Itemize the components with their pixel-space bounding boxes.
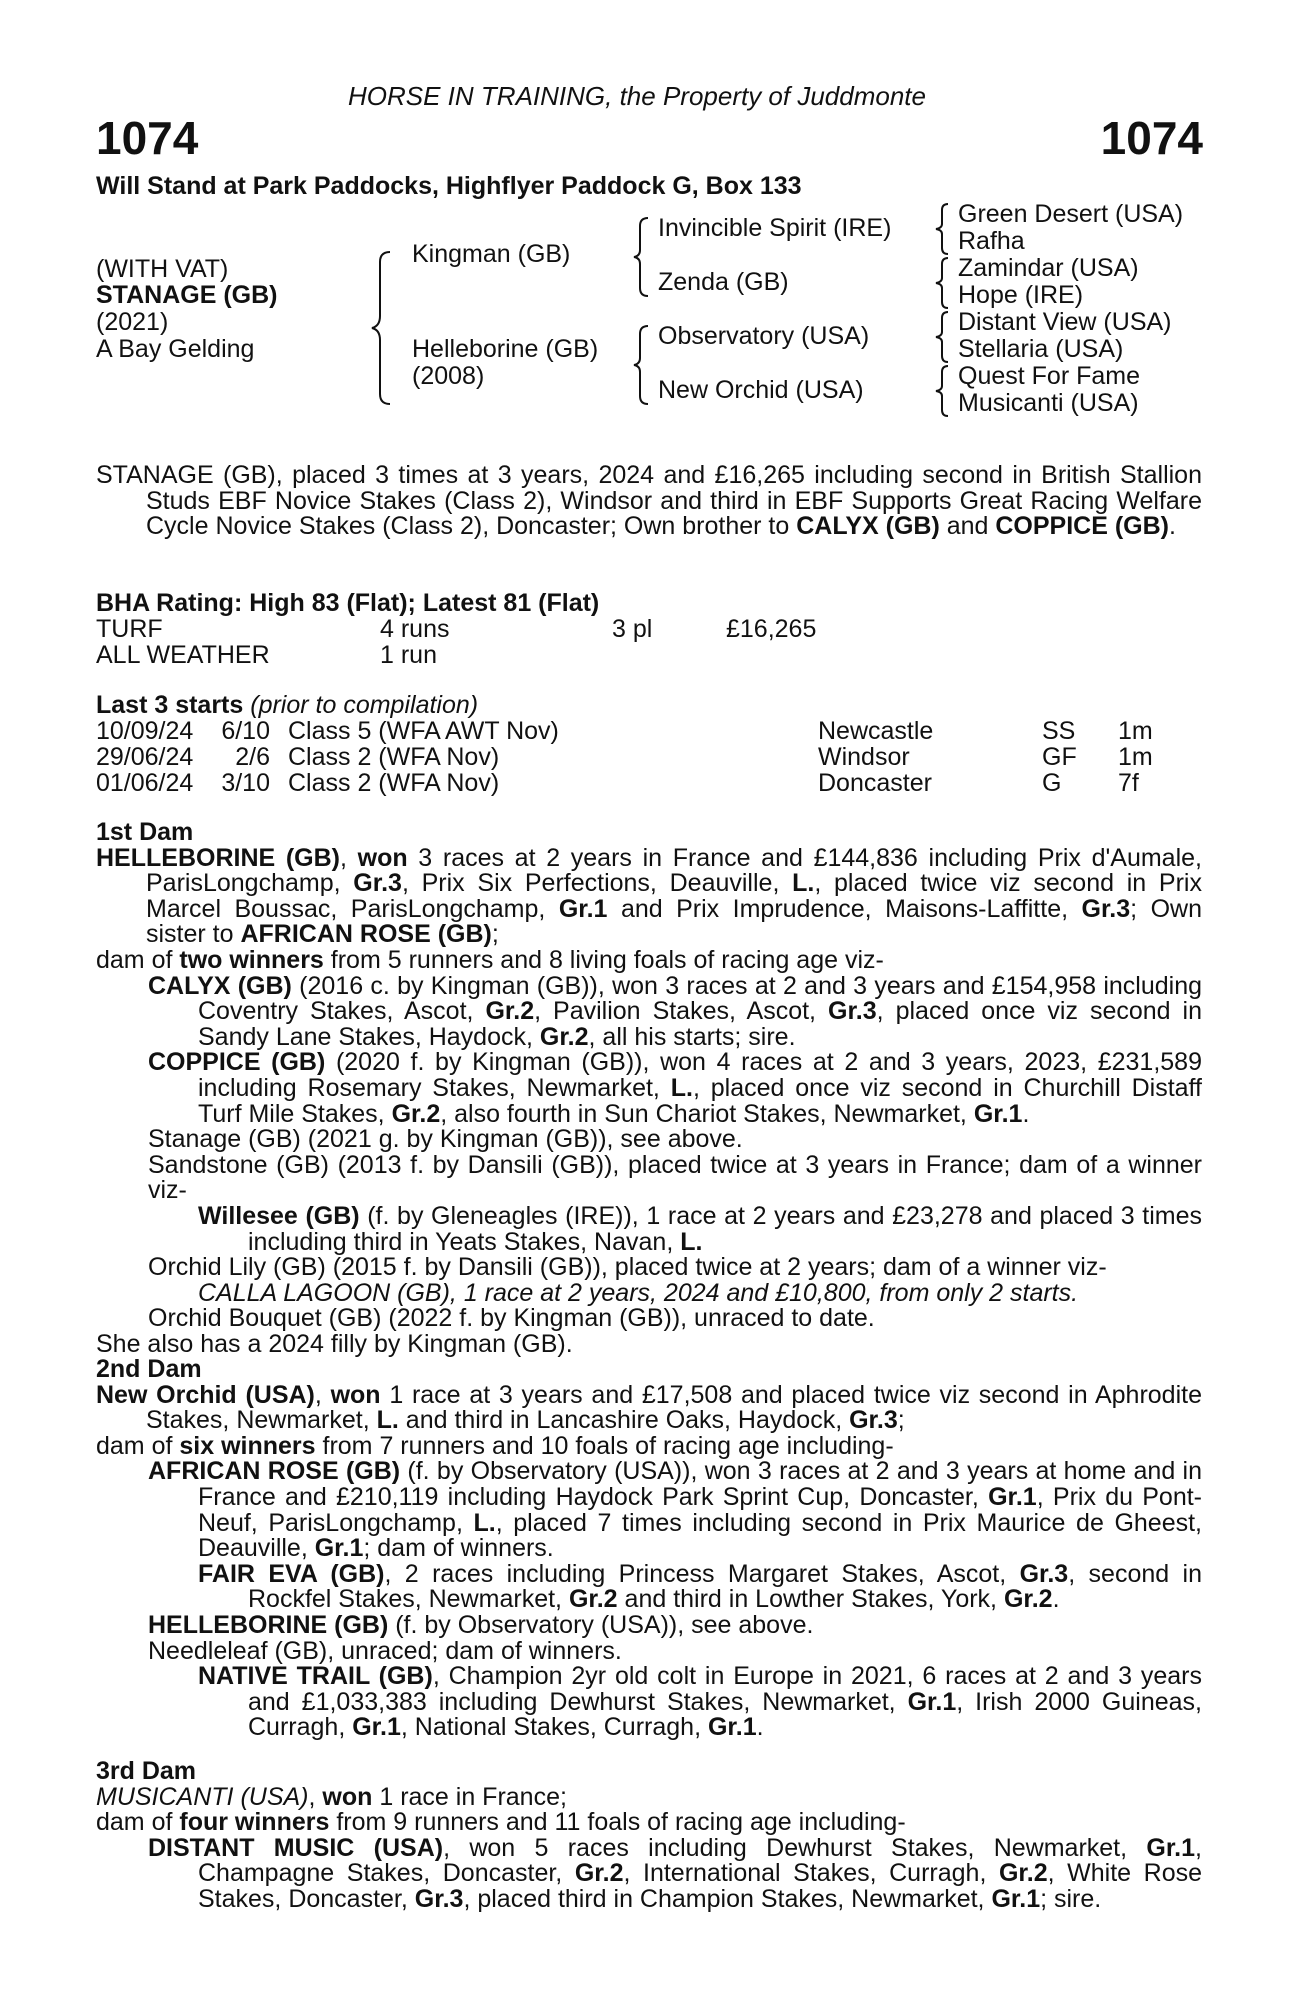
start-going: G bbox=[1042, 769, 1062, 797]
pedigree-brace-dd bbox=[932, 362, 954, 420]
stand-location: Will Stand at Park Paddocks, Highflyer Paddock G, Box 133 bbox=[96, 172, 802, 200]
second-dam-heading: 2nd Dam bbox=[96, 1355, 202, 1383]
start-pos: 3/10 bbox=[221, 769, 270, 797]
pedigree-sds: Zamindar (USA) bbox=[958, 254, 1139, 282]
pedigree-brace-sire bbox=[630, 214, 654, 300]
start-dist: 1m bbox=[1118, 717, 1153, 745]
pedigree-sd: Zenda (GB) bbox=[658, 268, 789, 296]
third-dam-section: 3rd Dam MUSICANTI (USA), won 1 race in France; dam of four winners from 9 runners and 11 foals of racing age including- DISTANT MUSIC (USA), won 5 races including Dewhurst Stakes, Newmarket, Gr.1, Champagne Stakes, Doncaster, Gr.2, International Stakes, Curragh, Gr.2, White Rose Stakes, Doncaster, Gr.3, placed third in Champion Stakes, Newmarket, Gr.1; sire. bbox=[96, 1757, 1203, 1913]
pedigree-dam: Helleborine (GB) bbox=[412, 335, 599, 363]
start-pos: 2/6 bbox=[235, 743, 270, 771]
bha-rating: BHA Rating: High 83 (Flat); Latest 81 (Flat) bbox=[96, 589, 600, 617]
horse-summary: STANAGE (GB), placed 3 times at 3 years, 2024 and £16,265 including second in British Stallion Studs EBF Novice Stakes (Class 2), Windsor and third in EBF Supports Great Racing Welfare Cycle Novice Stakes (Class 2), Doncaster; Own brother to CALYX (GB) and COPPICE (GB). bbox=[96, 461, 1202, 541]
pedigree-brace-ds bbox=[932, 308, 954, 366]
lot-number-left: 1074 bbox=[96, 112, 199, 164]
start-date: 29/06/24 bbox=[96, 743, 194, 771]
vat-note: (WITH VAT) bbox=[96, 255, 229, 283]
pedigree-dd: New Orchid (USA) bbox=[658, 376, 864, 404]
aw-label: ALL WEATHER bbox=[96, 641, 270, 669]
turf-runs: 4 runs bbox=[380, 615, 450, 643]
horse-name: STANAGE (GB) bbox=[96, 281, 278, 309]
start-pos: 6/10 bbox=[221, 717, 270, 745]
pedigree-ds: Observatory (USA) bbox=[658, 322, 870, 350]
first-dam-section: 1st Dam HELLEBORINE (GB), won 3 races at 2 years in France and £144,836 including Prix d'Aumale, ParisLongchamp, Gr.3, Prix Six Perfections, Deauville, L., placed twice viz second in Prix Marcel Boussac, ParisLongchamp, Gr.1 and Prix Imprudence, Maisons-Laffitte, Gr.3; Own sister to AFRICAN ROSE (GB); dam of two winners from 5 runners and 8 living foals of racing age viz- CALYX (GB) (2016 c. by Kingman (GB)), won 3 races at 2 and 3 years and £154,958 including Coventry Stakes, Ascot, Gr.2, Pavilion Stakes, Ascot, Gr.3, placed once viz second in Sandy Lane Stakes, Haydock, Gr.2, all his starts; sire. COPPICE (GB) (2020 f. by Kingman (GB)), won 4 races at 2 and 3 years, 2023, £231,589 including Rosemary Stakes, Newmarket, L., placed once viz second in Churchill Distaff Turf Mile Stakes, Gr.2, also fourth in Sun Chariot Stakes, Newmarket, Gr.1. Stanage (GB) (2021 g. by Kingman (GB)), see above. Sandstone (GB) (2013 f. by Dansili (GB)), placed twice at 3 years in France; dam of a winner viz- Willesee (GB) (f. by Gleneagles (IRE)), 1 race at 2 years and £23,278 and placed 3 times including third in Yeats Stakes, Navan, L. Orchid Lily (GB) (2015 f. by Dansili (GB)), placed twice at 2 years; dam of a winner viz- CALLA LAGOON (GB), 1 race at 2 years, 2024 and £10,800, from only 2 starts. Orchid Bouquet (GB) (2022 f. by Kingman (GB)), unraced to date. She also has a 2024 filly by Kingman (GB). bbox=[96, 818, 1203, 1358]
start-date: 01/06/24 bbox=[96, 769, 194, 797]
pedigree-sire: Kingman (GB) bbox=[412, 240, 571, 268]
turf-label: TURF bbox=[96, 615, 163, 643]
start-going: SS bbox=[1042, 717, 1076, 745]
pedigree-brace-ss bbox=[932, 200, 954, 258]
pedigree-dds: Quest For Fame bbox=[958, 362, 1140, 390]
aw-runs: 1 run bbox=[380, 641, 437, 669]
lot-number-right: 1074 bbox=[1100, 112, 1203, 164]
start-date: 10/09/24 bbox=[96, 717, 194, 745]
start-course: Doncaster bbox=[818, 769, 932, 797]
catalogue-header: HORSE IN TRAINING, the Property of Juddmonte bbox=[348, 81, 926, 111]
third-dam-heading: 3rd Dam bbox=[96, 1757, 197, 1785]
pedigree-ddd: Musicanti (USA) bbox=[958, 389, 1139, 417]
second-dam-section: 2nd Dam New Orchid (USA), won 1 race at 3 years and £17,508 and placed twice viz second in Aphrodite Stakes, Newmarket, L. and third in Lancashire Oaks, Haydock, Gr.3; dam of six winners from 7 runners and 10 foals of racing age including- AFRICAN ROSE (GB) (f. by Observatory (USA)), won 3 races at 2 and 3 years at home and in France and £210,119 including Haydock Park Sprint Cup, Doncaster, Gr.1, Prix du Pont-Neuf, ParisLongchamp, L., placed 7 times including second in Prix Maurice de Gheest, Deauville, Gr.1; dam of winners. FAIR EVA (GB), 2 races including Princess Margaret Stakes, Ascot, Gr.3, second in Rockfel Stakes, Newmarket, Gr.2 and third in Lowther Stakes, York, Gr.2. HELLEBORINE (GB) (f. by Observatory (USA)), see above. Needleleaf (GB), unraced; dam of winners. NATIVE TRAIL (GB), Champion 2yr old colt in Europe in 2021, 6 races at 2 and 3 years and £1,033,383 including Dewhurst Stakes, Newmarket, Gr.1, Irish 2000 Guineas, Curragh, Gr.1, National Stakes, Curragh, Gr.1. bbox=[96, 1355, 1202, 1742]
pedigree-brace-main bbox=[368, 248, 398, 408]
last-starts-heading: Last 3 starts (prior to compilation) bbox=[96, 691, 479, 719]
horse-year: (2021) bbox=[96, 308, 169, 336]
start-race: Class 5 (WFA AWT Nov) bbox=[288, 717, 559, 745]
start-going: GF bbox=[1042, 743, 1077, 771]
start-course: Windsor bbox=[818, 743, 910, 771]
pedigree-sdd: Hope (IRE) bbox=[958, 281, 1084, 309]
pedigree-ssd: Rafha bbox=[958, 227, 1025, 255]
start-race: Class 2 (WFA Nov) bbox=[288, 769, 500, 797]
pedigree-brace-sd bbox=[932, 254, 954, 312]
turf-earnings: £16,265 bbox=[726, 615, 817, 643]
pedigree-sss: Green Desert (USA) bbox=[958, 200, 1184, 228]
first-dam-heading: 1st Dam bbox=[96, 818, 194, 846]
horse-description: A Bay Gelding bbox=[96, 335, 255, 363]
pedigree-dam-year: (2008) bbox=[412, 362, 485, 390]
pedigree-ss: Invincible Spirit (IRE) bbox=[658, 214, 892, 242]
start-course: Newcastle bbox=[818, 717, 934, 745]
start-dist: 7f bbox=[1118, 769, 1139, 797]
pedigree-dsd: Stellaria (USA) bbox=[958, 335, 1124, 363]
pedigree-brace-dam bbox=[630, 322, 654, 408]
turf-placed: 3 pl bbox=[612, 615, 653, 643]
start-dist: 1m bbox=[1118, 743, 1153, 771]
pedigree-dss: Distant View (USA) bbox=[958, 308, 1172, 336]
start-race: Class 2 (WFA Nov) bbox=[288, 743, 500, 771]
